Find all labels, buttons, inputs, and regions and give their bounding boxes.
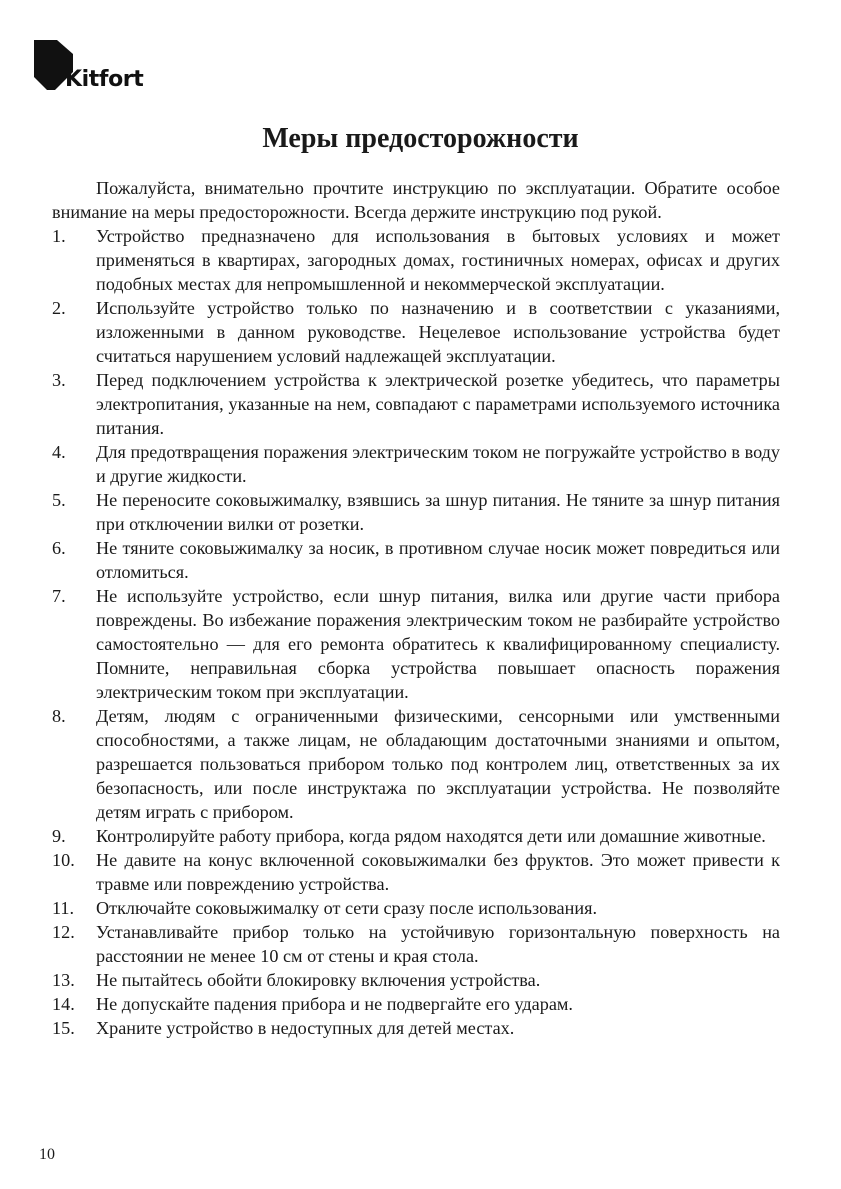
item-number: 15. <box>52 1018 75 1038</box>
item-number: 3. <box>52 370 66 390</box>
page-title: Меры предосторожности <box>262 123 579 154</box>
item-text: Не давите на конус включенной соковыжималки без фруктов. Это может привести к травме или повреждению устройства. <box>96 850 780 894</box>
item-text: Для предотвращения поражения электрическим током не погружайте устройство в воду и другие жидкости. <box>96 442 780 486</box>
item-number: 6. <box>52 538 66 558</box>
item-number: 14. <box>52 994 75 1014</box>
item-number: 13. <box>52 970 75 990</box>
item-number: 8. <box>52 706 66 726</box>
list-item <box>52 440 780 488</box>
list-item <box>52 704 780 824</box>
list-item <box>52 488 780 536</box>
item-text: Перед подключением устройства к электрической розетке убедитесь, что параметры электропитания, указанные на нем, совпадают с параметрами используемого источника питания. <box>96 370 780 438</box>
list-item <box>52 968 780 992</box>
item-number: 4. <box>52 442 66 462</box>
list-item <box>52 224 780 296</box>
item-text: Не используйте устройство, если шнур питания, вилка или другие части прибора повреждены. Во избежание поражения электрическим током не разбирайте устройство самостоятельно — для его ремонта обратитесь к квалифицированному специалисту. Помните, неправильная сборка устройства повышает опасность поражения электрическим током при эксплуатации. <box>96 586 780 702</box>
item-text: Устройство предназначено для использования в бытовых условиях и может применяться в квартирах, загородных домах, гостиничных номерах, офисах и других подобных местах для непромышленной и некоммерческой эксплуатации. <box>96 226 780 294</box>
item-text: Не пытайтесь обойти блокировку включения устройства. <box>96 970 541 990</box>
precautions-list <box>52 224 780 1040</box>
list-item <box>52 296 780 368</box>
page-number: 10 <box>39 1146 55 1163</box>
item-text: Используйте устройство только по назначению и в соответствии с указаниями, изложенными в данном руководстве. Нецелевое использование устройства будет считаться нарушением условий надлежащей эксплуатации. <box>96 298 780 366</box>
list-item <box>52 584 780 704</box>
list-item <box>52 848 780 896</box>
list-item <box>52 992 780 1016</box>
list-item <box>52 896 780 920</box>
list-item <box>52 920 780 968</box>
document-body <box>52 176 780 1040</box>
item-text: Устанавливайте прибор только на устойчивую горизонтальную поверхность на расстоянии не менее 10 см от стены и края стола. <box>96 922 780 966</box>
list-item <box>52 536 780 584</box>
item-text: Не переносите соковыжималку, взявшись за шнур питания. Не тяните за шнур питания при отключении вилки от розетки. <box>96 490 780 534</box>
item-number: 11. <box>52 898 75 918</box>
item-number: 5. <box>52 490 66 510</box>
logo-text: Kitfort <box>65 67 144 92</box>
item-text: Храните устройство в недоступных для детей местах. <box>96 1018 515 1038</box>
item-text: Контролируйте работу прибора, когда рядом находятся дети или домашние животные. <box>96 826 766 846</box>
item-text: Детям, людям с ограниченными физическими, сенсорными или умственными способностями, а также лицам, не обладающим достаточными знаниями и опытом, разрешается пользоваться прибором только под контролем лиц, ответственных за их безопасность, или после инструктажа по эксплуатации устройства. Не позволяйте детям играть с прибором. <box>96 706 780 822</box>
item-number: 10. <box>52 850 75 870</box>
item-text: Не допускайте падения прибора и не подвергайте его ударам. <box>96 994 573 1014</box>
list-item <box>52 824 780 848</box>
item-number: 7. <box>52 586 66 606</box>
list-item <box>52 368 780 440</box>
item-number: 12. <box>52 922 75 942</box>
list-item <box>52 1016 780 1040</box>
item-number: 2. <box>52 298 66 318</box>
item-text: Отключайте соковыжималку от сети сразу после использования. <box>96 898 598 918</box>
intro-paragraph: Пожалуйста, внимательно прочтите инструкцию по эксплуатации. Обратите особое внимание на меры предосторожности. Всегда держите инструкцию под рукой. <box>52 178 780 222</box>
item-number: 9. <box>52 826 66 846</box>
item-text: Не тяните соковыжималку за носик, в противном случае носик может повредиться или отломиться. <box>96 538 780 582</box>
item-number: 1. <box>52 226 66 246</box>
kitfort-logo <box>34 40 154 96</box>
